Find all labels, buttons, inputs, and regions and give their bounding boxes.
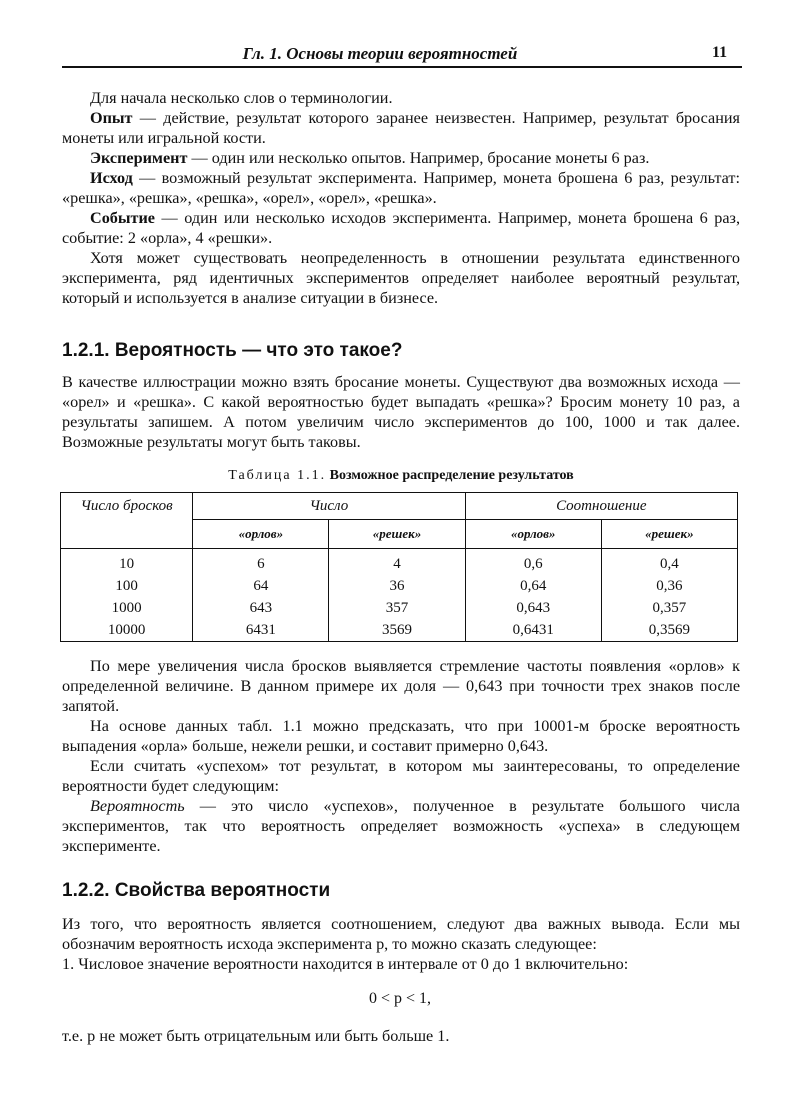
term-label: Опыт <box>90 109 133 127</box>
table-caption-title: Возможное распределение результатов <box>329 468 574 483</box>
results-table <box>60 492 738 642</box>
cell-tails: 4 <box>329 549 465 576</box>
uncertainty-paragraph: Хотя может существовать неопределенность в отношении результата единственного эксперимента, ряд идентичных экспериментов определяет наиболее вероятный результат, который и используется в анализе ситуации в бизнесе. <box>62 249 740 307</box>
definition-text: — это число «успехов», полученное в результате большого числа экспериментов, так что вероятность определяет возможность «успеха» в следующем эксперименте. <box>62 797 740 855</box>
term-label: Эксперимент <box>90 149 188 167</box>
cell-heads: 6431 <box>193 619 329 642</box>
cell-tails: 3569 <box>329 619 465 642</box>
cell-heads-ratio: 0,64 <box>465 575 601 597</box>
cell-heads-ratio: 0,643 <box>465 597 601 619</box>
cell-tails-ratio: 0,4 <box>601 549 737 576</box>
term-label: Исход <box>90 169 133 187</box>
after-table-paragraph-1: По мере увеличения числа бросков выявляется стремление частоты появления «орлов» к определенной величине. В данном примере их доля — 0,643 при точности трех знаков после запятой. <box>62 657 740 715</box>
term-definition <box>62 108 740 148</box>
table-caption <box>62 468 740 484</box>
term-definition <box>62 208 740 248</box>
col-header-ratio: Соотношение <box>465 493 737 520</box>
cell-throws: 1000 <box>61 597 193 619</box>
table-row <box>61 597 738 619</box>
col-header-heads-count: «орлов» <box>193 520 329 549</box>
col-header-throws: Число бросков <box>61 493 193 549</box>
definition-term: Вероятность <box>90 797 185 815</box>
property-item-1: 1. Числовое значение вероятности находится в интервале от 0 до 1 включительно: <box>62 955 629 973</box>
table-row <box>61 619 738 642</box>
probability-definition <box>62 796 740 856</box>
col-header-count: Число <box>193 493 465 520</box>
header-rule <box>62 66 742 68</box>
term-definition <box>62 168 740 208</box>
section-heading-1-2-2: 1.2.2. Свойства вероятности <box>62 880 331 901</box>
after-table-paragraph-2: На основе данных табл. 1.1 можно предсказать, что при 10001-м броске вероятность выпадения «орла» больше, нежели решки, и составит примерно 0,643. <box>62 717 740 755</box>
term-definition <box>62 148 740 168</box>
col-header-tails-count: «решек» <box>329 520 465 549</box>
section-1-paragraph: В качестве иллюстрации можно взять бросание монеты. Существуют два возможных исхода — «орел» и «решка». С какой вероятностью будет выпадать «решка»? Бросим монету 10 раз, а результаты запишем. А потом увеличим число экспериментов до 100, 1000 и так далее. Возможные результаты могут быть таковы. <box>62 373 740 451</box>
intro-paragraph: Для начала несколько слов о терминологии. <box>90 89 393 107</box>
table-caption-label: Таблица 1.1. <box>228 468 327 483</box>
running-header-title: Гл. 1. Основы теории вероятностей <box>242 44 518 63</box>
page-number: 11 <box>712 44 728 61</box>
cell-throws: 100 <box>61 575 193 597</box>
section-heading-1-2-1: 1.2.1. Вероятность — что это такое? <box>62 340 403 361</box>
col-header-tails-ratio: «решек» <box>601 520 737 549</box>
after-formula-text: т.е. р не может быть отрицательным или быть больше 1. <box>62 1027 450 1045</box>
section-2-paragraph: Из того, что вероятность является соотношением, следуют два важных вывода. Если мы обозначим вероятность исхода эксперимента р, то можно сказать следующее: <box>62 915 740 953</box>
cell-throws: 10000 <box>61 619 193 642</box>
cell-heads: 643 <box>193 597 329 619</box>
cell-tails-ratio: 0,36 <box>601 575 737 597</box>
cell-tails: 357 <box>329 597 465 619</box>
term-text: — один или несколько опытов. Например, бросание монеты 6 раз. <box>187 149 650 167</box>
table-row <box>61 575 738 597</box>
cell-tails-ratio: 0,3569 <box>601 619 737 642</box>
term-text: — возможный результат эксперимента. Например, монета брошена 6 раз, результат: «решка», «решка», «решка», «орел», «орел», «решка». <box>62 169 740 207</box>
cell-heads-ratio: 0,6 <box>465 549 601 576</box>
cell-tails-ratio: 0,357 <box>601 597 737 619</box>
cell-heads: 6 <box>193 549 329 576</box>
cell-tails: 36 <box>329 575 465 597</box>
cell-heads-ratio: 0,6431 <box>465 619 601 642</box>
term-label: Событие <box>90 209 155 227</box>
term-text: — один или несколько исходов эксперимента. Например, монета брошена 6 раз, событие: 2 «орла», 4 «решки». <box>62 209 740 247</box>
cell-throws: 10 <box>61 549 193 576</box>
inequality-formula: 0 < р < 1, <box>368 990 432 1007</box>
term-text: — действие, результат которого заранее неизвестен. Например, результат бросания монеты или игральной кости. <box>62 109 740 147</box>
table-row <box>61 549 738 576</box>
after-table-paragraph-3: Если считать «успехом» тот результат, в котором мы заинтересованы, то определение вероятности будет следующим: <box>62 757 740 795</box>
col-header-heads-ratio: «орлов» <box>465 520 601 549</box>
cell-heads: 64 <box>193 575 329 597</box>
